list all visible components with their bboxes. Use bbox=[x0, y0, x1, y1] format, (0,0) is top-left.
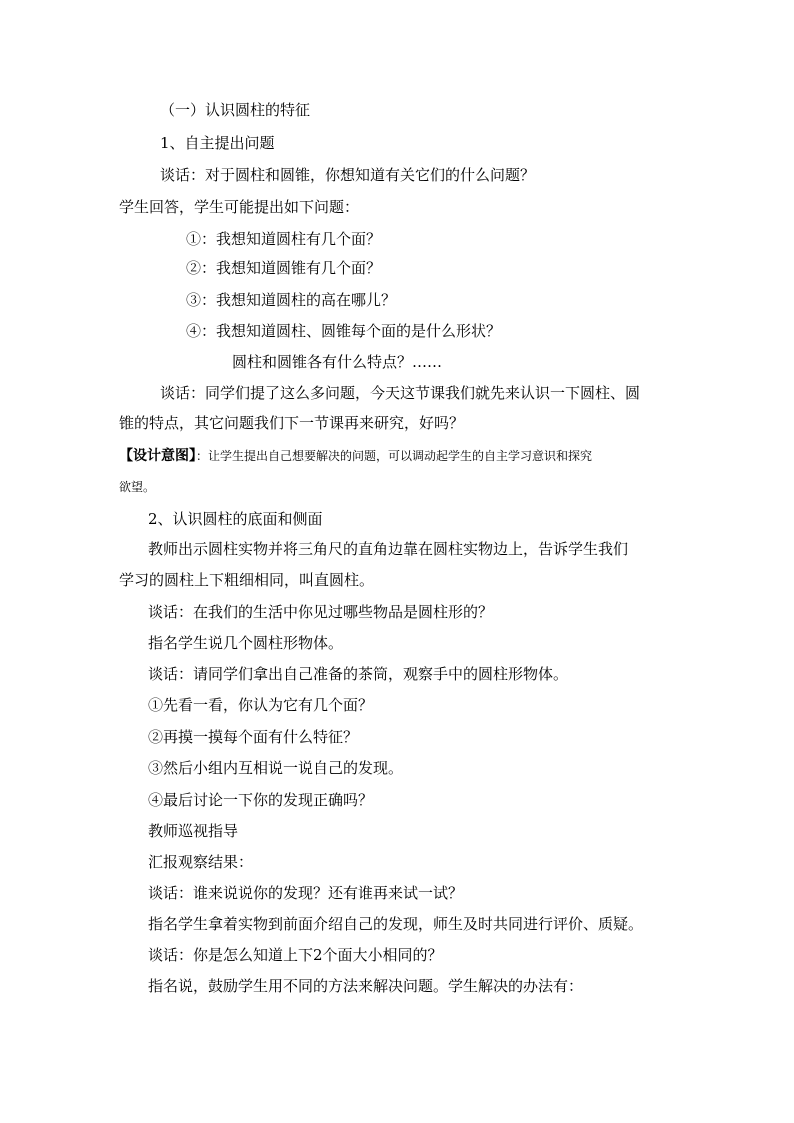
subsection-title-1: 1、自主提出问题 bbox=[160, 134, 275, 152]
body-line: ②再摸一摸每个面有什么特征？ bbox=[148, 728, 359, 746]
design-intent-label: 【设计意图】 bbox=[119, 448, 196, 464]
body-line: ④最后讨论一下你的发现正确吗？ bbox=[148, 791, 374, 809]
design-intent-note bbox=[119, 448, 592, 464]
subsection-title-2: 2、认识圆柱的底面和侧面 bbox=[148, 510, 323, 528]
body-line: 谈话：请同学们拿出自己准备的茶筒，观察手中的圆柱形物体。 bbox=[148, 665, 569, 683]
answer-intro: 学生回答，学生可能提出如下问题： bbox=[119, 198, 360, 216]
design-intent-note-continued: 欲望。 bbox=[119, 480, 156, 494]
talk-paragraph-line: 谈话：同学们提了这么多问题，今天这节课我们就先来认识一下圆柱、圆 bbox=[160, 384, 641, 402]
body-line: 教师出示圆柱实物并将三角尺的直角边靠在圆柱实物边上，告诉学生我们 bbox=[148, 540, 629, 558]
question-item: ①：我想知道圆柱有几个面？ bbox=[186, 230, 382, 248]
talk-paragraph-line: 锥的特点，其它问题我们下一节课再来研究，好吗？ bbox=[119, 414, 465, 432]
body-line: 谈话：在我们的生活中你见过哪些物品是圆柱形的？ bbox=[148, 603, 494, 621]
body-line: 学习的圆柱上下粗细相同，叫直圆柱。 bbox=[119, 571, 375, 589]
body-line: 谈话：你是怎么知道上下2个面大小相同的？ bbox=[148, 946, 443, 964]
design-intent-text: ：让学生提出自己想要解决的问题，可以调动起学生的自主学习意识和探究 bbox=[196, 449, 593, 463]
body-line: ③然后小组内互相说一说自己的发现。 bbox=[148, 759, 404, 777]
question-item: 圆柱和圆锥各有什么特点？…… bbox=[232, 353, 443, 371]
body-line: 指名说，鼓励学生用不同的方法来解决问题。学生解决的办法有： bbox=[148, 977, 584, 995]
question-intro: 谈话：对于圆柱和圆锥，你想知道有关它们的什么问题？ bbox=[160, 166, 536, 184]
body-line: 教师巡视指导 bbox=[148, 822, 239, 840]
body-line: 指名学生拿着实物到前面介绍自己的发现，师生及时共同进行评价、质疑。 bbox=[148, 915, 644, 933]
section-heading: （一）认识圆柱的特征 bbox=[160, 101, 311, 119]
question-item: ④：我想知道圆柱、圆锥每个面的是什么形状？ bbox=[186, 322, 502, 340]
question-item: ③：我想知道圆柱的高在哪儿？ bbox=[186, 291, 397, 309]
body-line: 谈话：谁来说说你的发现？还有谁再来试一试？ bbox=[148, 884, 464, 902]
body-line: 汇报观察结果： bbox=[148, 853, 254, 871]
question-item: ②：我想知道圆锥有几个面？ bbox=[186, 259, 382, 277]
body-line: ①先看一看，你认为它有几个面？ bbox=[148, 696, 374, 714]
body-line: 指名学生说几个圆柱形物体。 bbox=[148, 634, 344, 652]
